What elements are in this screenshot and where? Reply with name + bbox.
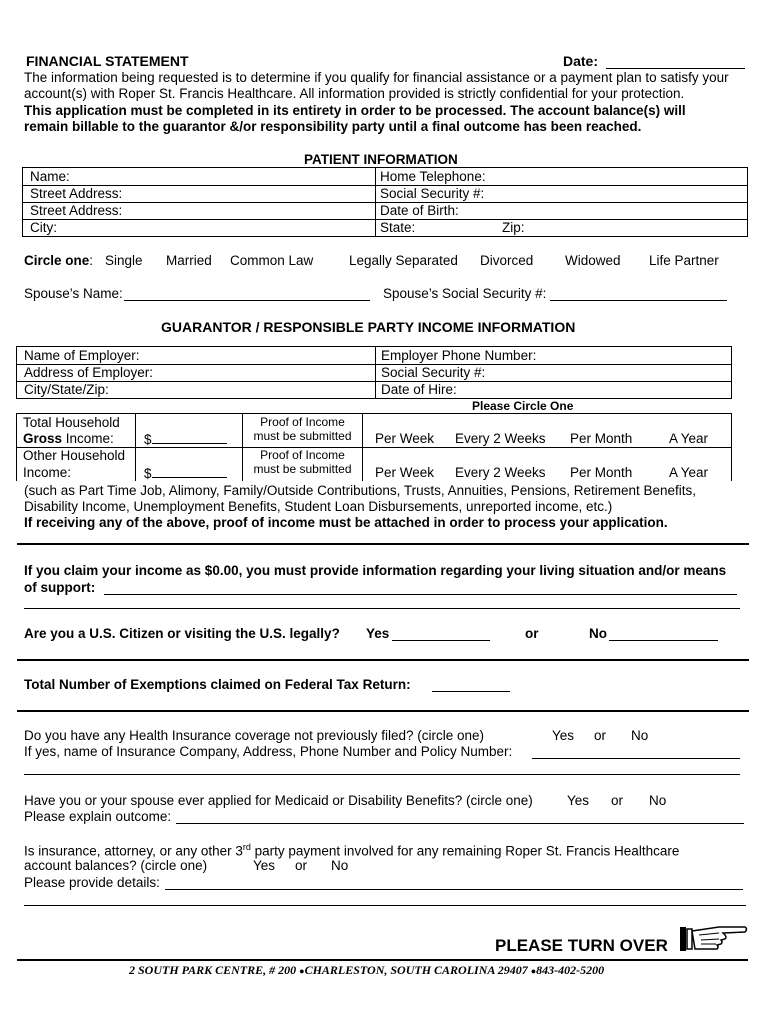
exemptions-field[interactable] (432, 691, 510, 692)
third-party-details-field-2[interactable] (24, 905, 746, 906)
medicaid-explain-label: Please explain outcome: (24, 809, 172, 824)
citizen-yes: Yes (366, 626, 390, 641)
other-income-amount-field[interactable]: $ (144, 465, 227, 481)
intro-bold-1: This application must be completed in its entirety in order to be processed. The account balance(s) will (24, 103, 686, 118)
please-turn-over: PLEASE TURN OVER (495, 936, 668, 955)
other-income-label: Other Household (23, 448, 126, 463)
third-party-or: or (295, 858, 308, 873)
citizen-yes-field[interactable] (392, 640, 490, 641)
medicaid-no[interactable]: No (649, 793, 667, 808)
intro-bold-2: remain billable to the guarantor &/or responsibility party until a final outcome has been reached. (24, 119, 642, 134)
income-notes-3: If receiving any of the above, proof of income must be attached in order to process your application. (24, 515, 668, 530)
guarantor-info-table (16, 346, 732, 399)
household-gross-label-2: Gross Income: (23, 431, 114, 446)
patient-zip-field[interactable]: Zip: (502, 220, 525, 235)
patient-heading: PATIENT INFORMATION (304, 152, 458, 167)
spouse-name-label: Spouse’s Name: (24, 286, 123, 301)
form-title: FINANCIAL STATEMENT (26, 53, 189, 69)
insurance-details-field-2[interactable] (24, 774, 740, 775)
insurance-details-field[interactable] (532, 758, 740, 759)
insurance-no[interactable]: No (631, 728, 649, 743)
date-label: Date: (563, 53, 599, 69)
freq-week-1[interactable]: Per Week (375, 431, 435, 446)
medicaid-question: Have you or your spouse ever applied for Medicaid or Disability Benefits? (circle one) (24, 793, 533, 808)
patient-ssn-field[interactable]: Social Security #: (380, 186, 485, 201)
marital-option-widowed[interactable]: Widowed (565, 253, 621, 268)
citizen-or: or (525, 626, 539, 641)
intro-line-1: The information being requested is to determine if you qualify for financial assistance or a payment plan to satisfy your (24, 70, 729, 85)
zero-income-line-2: of support: (24, 580, 96, 595)
freq-2weeks-1[interactable]: Every 2 Weeks (455, 431, 546, 446)
third-party-details-label: Please provide details: (24, 875, 160, 890)
spouse-name-field[interactable] (124, 300, 370, 301)
guarantor-heading: GUARANTOR / RESPONSIBLE PARTY INCOME INFORMATION (161, 319, 576, 335)
third-party-question-2: account balances? (circle one) (24, 858, 208, 873)
insurance-or: or (594, 728, 607, 743)
patient-city-field[interactable]: City: (30, 220, 57, 235)
proof-of-income-1: Proof of Income must be submitted (253, 415, 352, 443)
marital-option-divorced[interactable]: Divorced (480, 253, 534, 268)
freq-month-2[interactable]: Per Month (570, 465, 633, 480)
income-notes-1: (such as Part Time Job, Alimony, Family/Outside Contributions, Trusts, Annuities, Pensions, Retirement Benefits, (24, 483, 697, 498)
patient-state-field[interactable]: State: (380, 220, 416, 235)
citizen-question: Are you a U.S. Citizen or visiting the U.S. legally? (24, 626, 340, 641)
marital-label: Circle one: (24, 253, 94, 268)
patient-phone-field[interactable]: Home Telephone: (380, 169, 486, 184)
zero-income-line-1: If you claim your income as $0.00, you must provide information regarding your living situation and/or means (24, 563, 727, 578)
third-party-details-field[interactable] (165, 889, 743, 890)
marital-option-common-law[interactable]: Common Law (230, 253, 314, 268)
income-table (16, 413, 732, 481)
please-circle-one: Please Circle One (472, 399, 574, 413)
third-party-no[interactable]: No (331, 858, 349, 873)
section-divider (17, 659, 749, 661)
third-party-question: Is insurance, attorney, or any other 3rd party payment involved for any remaining Roper St. Francis Healthcare (24, 842, 680, 859)
third-party-yes[interactable]: Yes (253, 858, 276, 873)
spouse-ssn-label: Spouse’s Social Security #: (383, 286, 547, 301)
spouse-ssn-field[interactable] (550, 300, 727, 301)
means-of-support-field[interactable] (104, 594, 737, 595)
means-of-support-field-2[interactable] (24, 608, 740, 609)
freq-year-1[interactable]: A Year (669, 431, 709, 446)
employer-name-field[interactable]: Name of Employer: (24, 348, 140, 363)
insurance-yes[interactable]: Yes (552, 728, 575, 743)
patient-dob-field[interactable]: Date of Birth: (380, 203, 459, 218)
medicaid-yes[interactable]: Yes (567, 793, 590, 808)
patient-info-table (22, 167, 748, 237)
other-income-label-2: Income: (23, 465, 72, 480)
date-of-hire-field[interactable]: Date of Hire: (381, 382, 457, 397)
section-divider (17, 710, 749, 712)
income-notes-2: Disability Income, Unemployment Benefits, Student Loan Disbursements, unreported income, etc.) (24, 499, 613, 514)
freq-year-2[interactable]: A Year (669, 465, 709, 480)
household-gross-amount-field[interactable]: $ (144, 431, 227, 447)
guarantor-ssn-field[interactable]: Social Security #: (381, 365, 486, 380)
medicaid-explain-field[interactable] (176, 823, 744, 824)
patient-street2-field[interactable]: Street Address: (30, 203, 123, 218)
household-gross-label: Total Household (23, 415, 120, 430)
freq-month-1[interactable]: Per Month (570, 431, 633, 446)
intro-line-2: account(s) with Roper St. Francis Healthcare. All information provided is strictly confidential for your protection. (24, 86, 685, 101)
date-field[interactable] (606, 68, 745, 69)
medicaid-or: or (611, 793, 624, 808)
marital-option-separated[interactable]: Legally Separated (349, 253, 458, 268)
patient-street-field[interactable]: Street Address: (30, 186, 123, 201)
proof-of-income-2: Proof of Income must be submitted (253, 448, 352, 476)
exemptions-label: Total Number of Exemptions claimed on Federal Tax Return: (24, 677, 411, 692)
freq-2weeks-2[interactable]: Every 2 Weeks (455, 465, 546, 480)
footer-address: 2 SOUTH PARK CENTRE, # 200 ●CHARLESTON, SOUTH CAROLINA 29407 ●843-402-5200 (129, 963, 605, 977)
insurance-followup: If yes, name of Insurance Company, Address, Phone Number and Policy Number: (24, 744, 513, 759)
employer-city-field[interactable]: City/State/Zip: (24, 382, 109, 397)
citizen-no: No (589, 626, 607, 641)
pointing-hand-icon (679, 921, 749, 955)
section-divider (17, 543, 749, 545)
employer-address-field[interactable]: Address of Employer: (24, 365, 154, 380)
patient-name-field[interactable]: Name: (30, 169, 70, 184)
marital-option-life-partner[interactable]: Life Partner (649, 253, 719, 268)
citizen-no-field[interactable] (609, 640, 718, 641)
freq-week-2[interactable]: Per Week (375, 465, 435, 480)
footer-rule (17, 959, 748, 961)
marital-option-single[interactable]: Single (105, 253, 143, 268)
employer-phone-field[interactable]: Employer Phone Number: (381, 348, 537, 363)
insurance-question: Do you have any Health Insurance coverage not previously filed? (circle one) (24, 728, 485, 743)
marital-option-married[interactable]: Married (166, 253, 212, 268)
